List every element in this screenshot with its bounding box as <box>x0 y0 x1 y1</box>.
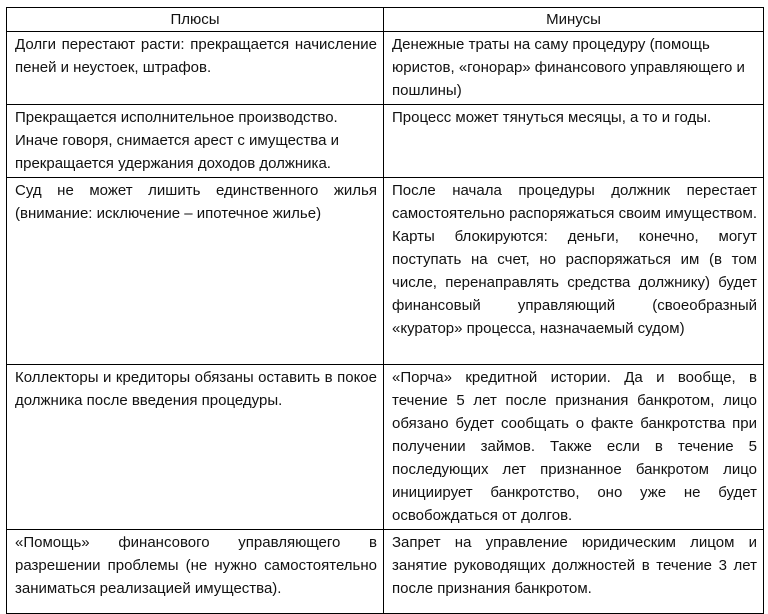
cons-cell: «Порча» кредитной истории. Да и вообще, в течение 5 лет после признания банкротом, лицо обязано будет сообщать о факте банкротства при получении займов. Также если в течение 5 последующих лет признанное банкротом лицо инициирует банкротство, оно уже не будет освобождаться от долгов. <box>384 365 764 530</box>
cons-cell: Денежные траты на саму процедуру (помощь юристов, «гонорар» финансового управляющего и пошлины) <box>384 32 764 105</box>
pros-cell: «Помощь» финансового управляющего в разрешении проблемы (не нужно самостоятельно заниматься реализацией имущества). <box>7 530 384 614</box>
cons-cell: После начала процедуры должник перестает самостоятельно распоряжаться своим имуществом. Карты блокируются: деньги, конечно, могут поступать на счет, но распоряжаться им (в том числе, перенаправлять средства должнику) будет финансовый управляющий (своеобразный «куратор» процесса, назначаемый судом) <box>384 178 764 365</box>
pros-cell: Долги перестают расти: прекращается начисление пеней и неустоек, штрафов. <box>7 32 384 105</box>
pros-cell: Коллекторы и кредиторы обязаны оставить в покое должника после введения процедуры. <box>7 365 384 530</box>
table-row <box>7 105 764 178</box>
header-cons: Минусы <box>384 8 764 32</box>
document-body <box>6 7 764 614</box>
table-header-row <box>7 8 764 32</box>
pros-cell: Прекращается исполнительное производство. Иначе говоря, снимается арест с имущества и прекращается удержания доходов должника. <box>7 105 384 178</box>
table-row <box>7 530 764 614</box>
cons-cell: Процесс может тянуться месяцы, а то и годы. <box>384 105 764 178</box>
header-pros: Плюсы <box>7 8 384 32</box>
table-row <box>7 365 764 530</box>
cons-cell: Запрет на управление юридическим лицом и занятие руководящих должностей в течение 3 лет после признания банкротом. <box>384 530 764 614</box>
table-row <box>7 32 764 105</box>
pros-cons-table <box>6 7 764 614</box>
table-row <box>7 178 764 365</box>
pros-cell: Суд не может лишить единственного жилья (внимание: исключение – ипотечное жилье) <box>7 178 384 365</box>
